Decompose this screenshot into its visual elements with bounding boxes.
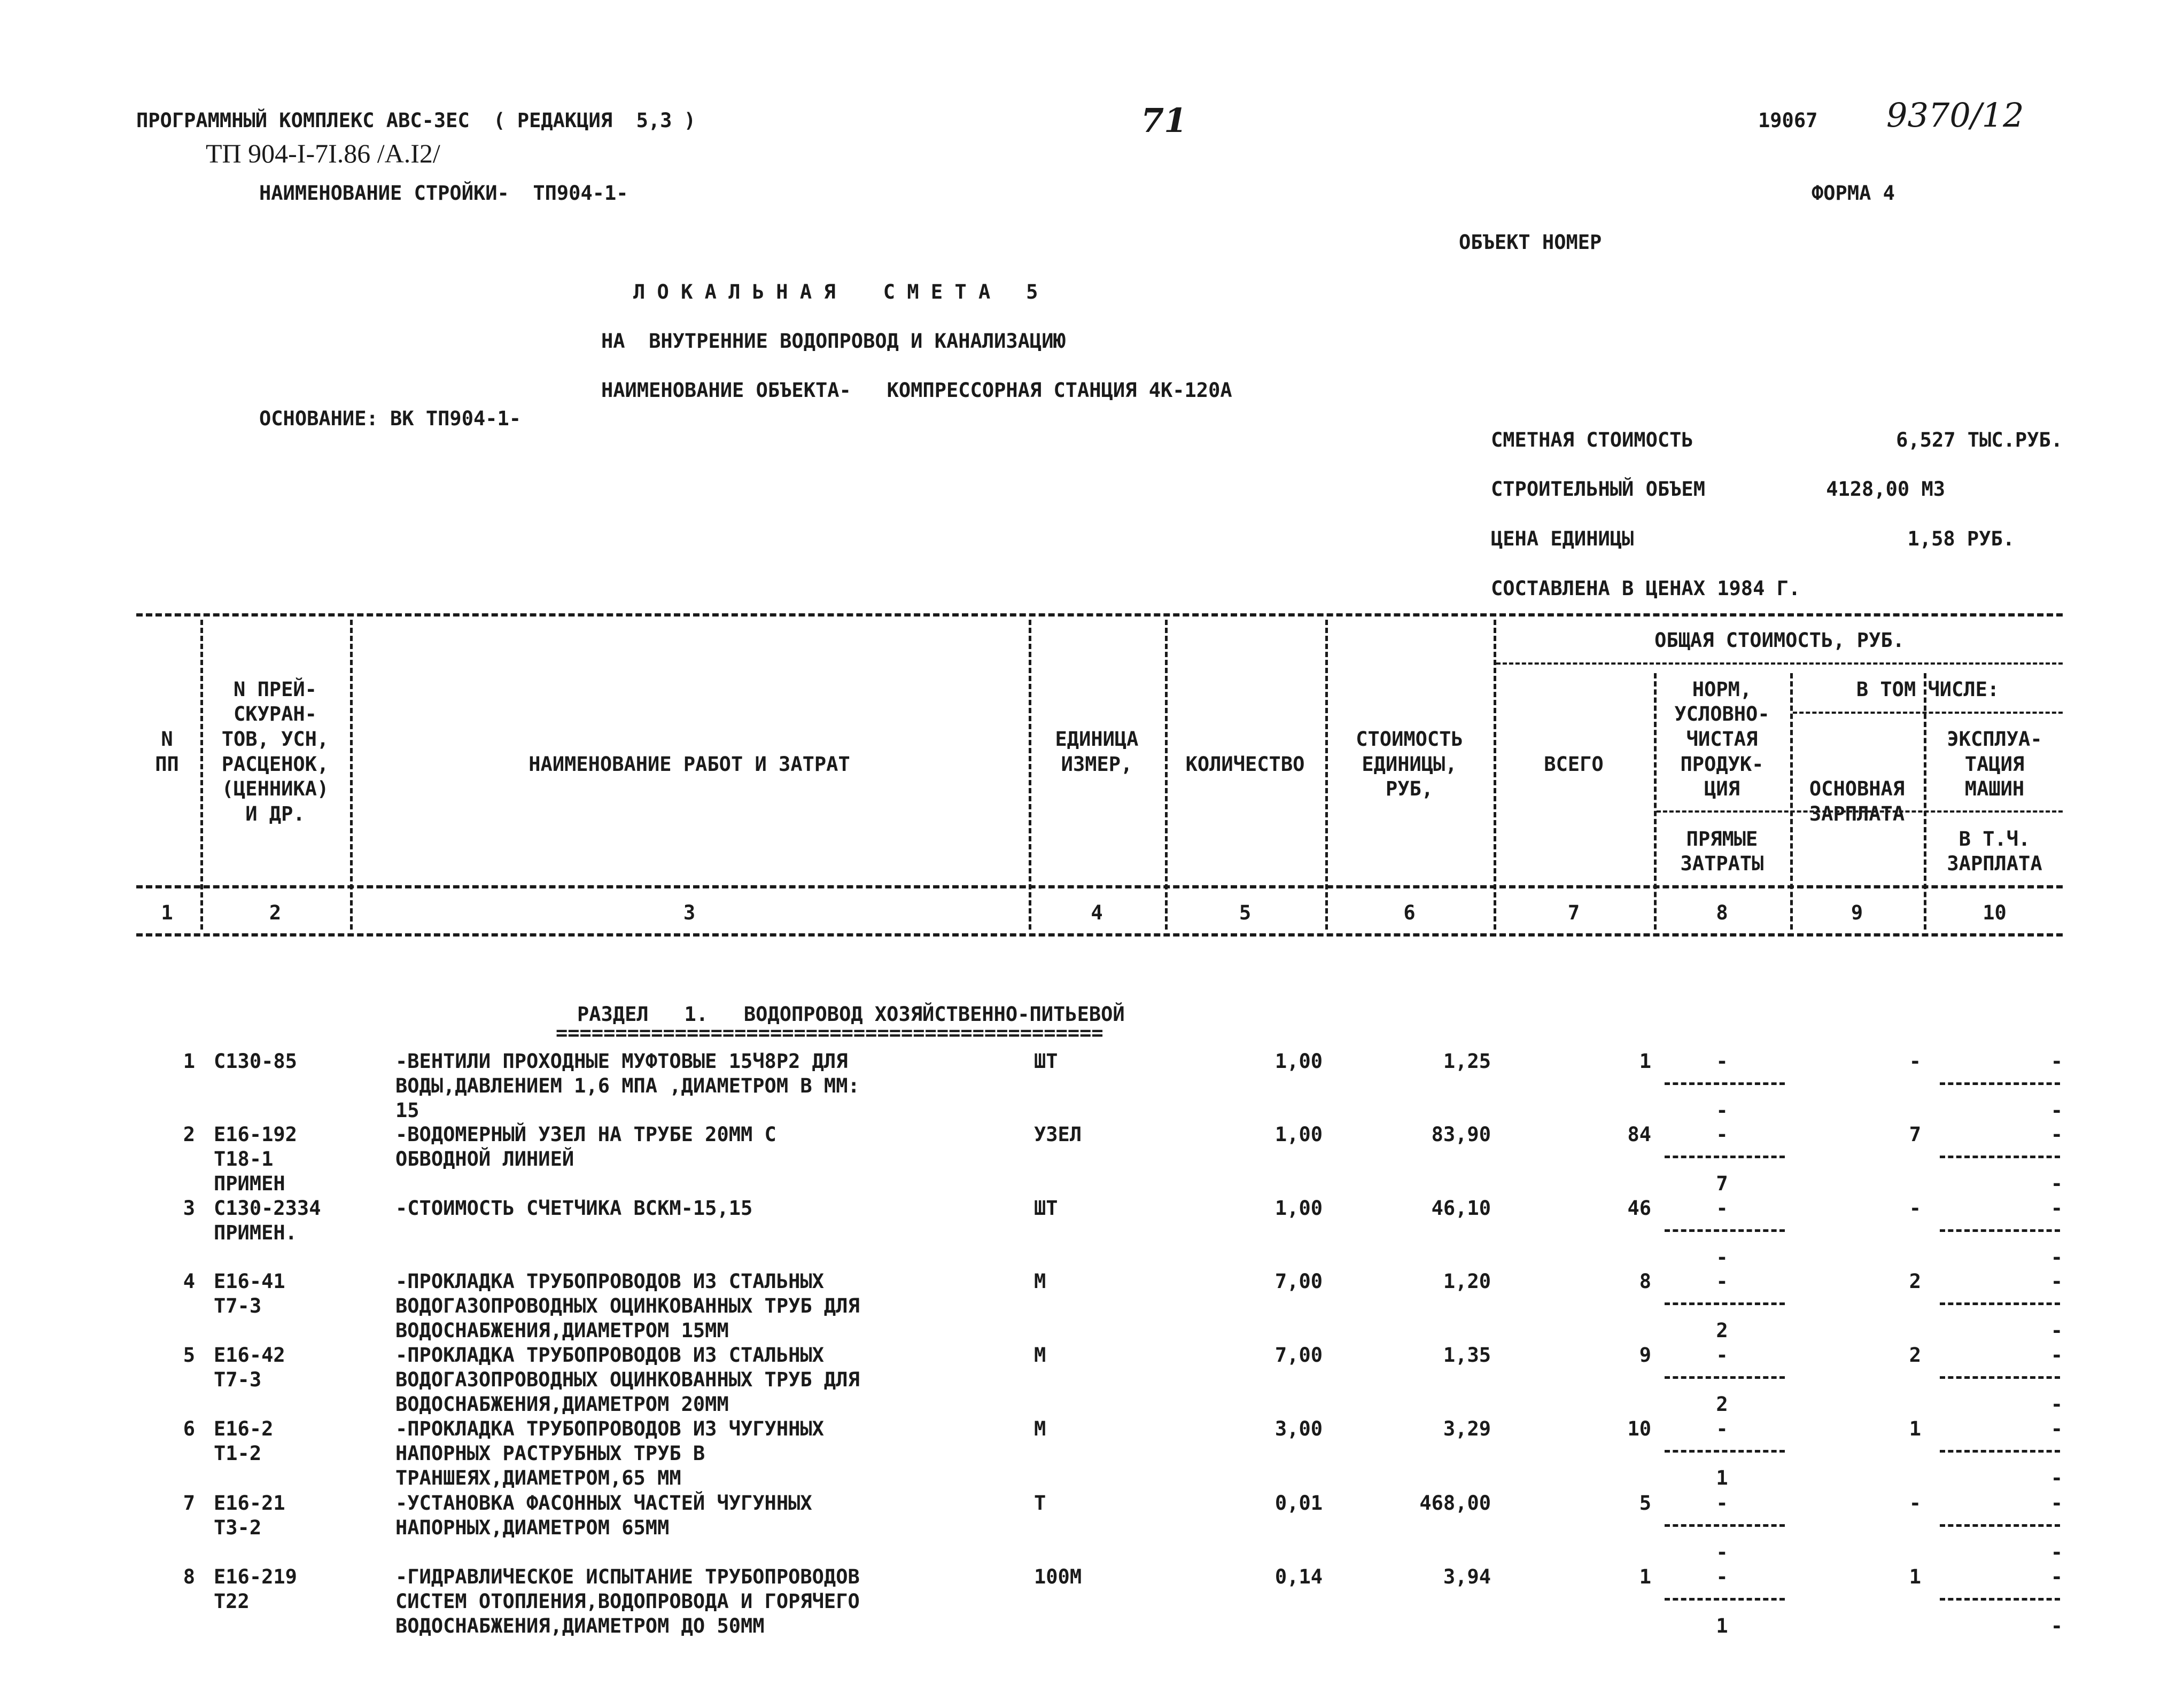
header-col3: НАИМЕНОВАНИЕ РАБОТ И ЗАТРАТ [528,753,850,776]
row-name: ВОДЫ,ДАВЛЕНИЕМ 1,6 МПА ,ДИАМЕТРОМ В ММ: [395,1074,860,1097]
header-col9: ОСНОВНАЯ [1809,777,1905,800]
summary-value: 1,58 РУБ. [1907,527,2015,550]
cell-separator [1940,1598,2060,1601]
row-number: 8 [183,1565,195,1588]
row-net-production: - [1716,1050,1728,1073]
row-quantity: 0,01 [1274,1492,1323,1515]
row-code: Т1-2 [214,1442,262,1465]
header-col2: СКУРАН- [234,703,317,725]
row-total: 46 [1627,1197,1651,1220]
header-col1: N [161,728,173,751]
row-net-production: - [1716,1123,1728,1146]
row-base-salary: 2 [1909,1344,1921,1367]
row-quantity: 1,00 [1274,1197,1323,1220]
row-code: С130-2334 [214,1197,321,1220]
row-name: -УСТАНОВКА ФАСОННЫХ ЧАСТЕЙ ЧУГУННЫХ [395,1492,812,1515]
row-quantity: 3,00 [1274,1417,1323,1440]
row-name: -ВЕНТИЛИ ПРОХОДНЫЕ МУФТОВЫЕ 15Ч8Р2 ДЛЯ [395,1050,848,1073]
row-total: 84 [1627,1123,1651,1146]
row-name: -ПРОКЛАДКА ТРУБОПРОВОДОВ ИЗ СТАЛЬНЫХ [395,1344,824,1367]
row-number: 3 [183,1197,195,1220]
column-number: 1 [161,901,173,924]
column-number: 7 [1567,901,1580,924]
cell-separator [1665,1450,1785,1453]
row-unit-price: 3,29 [1443,1417,1491,1440]
form-label: ФОРМА 4 [1812,182,1895,205]
row-code: Т7-3 [214,1294,262,1317]
column-separator [350,620,353,930]
column-number: 6 [1403,901,1416,924]
row-total: 1 [1639,1565,1651,1588]
header-col1: ПП [155,753,179,776]
row-quantity: 0,14 [1274,1565,1323,1588]
cell-separator [1940,1302,2060,1305]
row-code: Т22 [214,1590,250,1613]
row-unit-price: 1,35 [1443,1344,1491,1367]
page-number: 71 [1141,101,1187,140]
row-unit: 100М [1034,1565,1082,1588]
row-code: Т3-2 [214,1516,262,1539]
row-machine-operation: - [2050,1270,2063,1293]
column-number: 10 [1983,901,2007,924]
row-machine-salary: - [2050,1319,2063,1342]
column-number: 8 [1716,901,1728,924]
header-col4: ИЗМЕР, [1061,753,1133,776]
row-number: 2 [183,1123,195,1146]
header-col8: ЦИЯ [1704,777,1740,800]
row-code: С130-85 [214,1050,297,1073]
row-net-production: - [1716,1417,1728,1440]
row-code: ПРИМЕН [214,1172,285,1195]
header-col6: ЕДИНИЦЫ, [1362,753,1457,776]
row-machine-operation: - [2050,1565,2063,1588]
header-col8: УСЛОВНО- [1674,703,1770,725]
handwritten-number: 9370/12 [1886,96,2024,135]
row-total: 5 [1639,1492,1651,1515]
cell-separator [1665,1229,1785,1232]
row-code: Е16-42 [214,1344,285,1367]
row-machine-salary: - [2050,1466,2063,1489]
row-unit-price: 83,90 [1431,1123,1491,1146]
column-separator [1029,620,1031,930]
row-name: 15 [395,1099,419,1122]
row-code: Т18-1 [214,1148,274,1171]
header-col4: ЕДИНИЦА [1055,728,1139,751]
header-subrule [1793,712,2063,714]
row-name: ВОДОСНАБЖЕНИЯ,ДИАМЕТРОМ 20ММ [395,1393,729,1416]
row-unit: М [1034,1344,1046,1367]
row-code: ПРИМЕН. [214,1221,297,1244]
row-base-salary: 1 [1909,1417,1921,1440]
summary-label: СМЕТНАЯ СТОИМОСТЬ [1491,428,1693,451]
row-net-production: - [1716,1270,1728,1293]
row-unit: М [1034,1270,1046,1293]
column-number: 4 [1091,901,1103,924]
row-name: ВОДОСНАБЖЕНИЯ,ДИАМЕТРОМ ДО 50ММ [395,1614,765,1637]
row-unit-price: 3,94 [1443,1565,1491,1588]
doc-number: 19067 [1758,109,1818,132]
header-col2: РАСЦЕНОК, [221,753,329,776]
row-name: ВОДОСНАБЖЕНИЯ,ДИАМЕТРОМ 15ММ [395,1319,729,1342]
cell-separator [1665,1156,1785,1158]
column-number: 5 [1239,901,1252,924]
header-col6: РУБ, [1385,777,1434,800]
row-number: 1 [183,1050,195,1073]
row-unit: УЗЕЛ [1034,1123,1082,1146]
header-col2: ТОВ, УСН, [221,728,329,751]
row-code: Е16-41 [214,1270,285,1293]
row-total: 1 [1639,1050,1651,1073]
row-direct-costs: - [1716,1541,1728,1564]
row-net-production: - [1716,1492,1728,1515]
row-number: 7 [183,1492,195,1515]
cell-separator [1665,1376,1785,1379]
row-code: Е16-21 [214,1492,285,1515]
row-name: -ПРОКЛАДКА ТРУБОПРОВОДОВ ИЗ ЧУГУННЫХ [395,1417,824,1440]
table-top-rule [136,613,2063,617]
row-quantity: 7,00 [1274,1344,1323,1367]
header-total-group: ОБЩАЯ СТОИМОСТЬ, РУБ. [1654,629,1905,652]
row-machine-salary: - [2050,1246,2063,1269]
row-base-salary: 1 [1909,1565,1921,1588]
row-code: Т7-3 [214,1368,262,1391]
summary-label: СОСТАВЛЕНА В ЦЕНАХ 1984 Г. [1491,577,1801,600]
row-direct-costs: 7 [1716,1172,1728,1195]
construction-name: НАИМЕНОВАНИЕ СТРОЙКИ- ТП904-1- [259,182,628,205]
header-subrule [1496,662,2063,665]
row-number: 6 [183,1417,195,1440]
cell-separator [1665,1524,1785,1527]
summary-value: 4128,00 М3 [1826,478,1945,501]
row-base-salary: - [1909,1492,1921,1515]
header-col2: И ДР. [245,802,305,825]
cell-separator [1665,1082,1785,1085]
row-direct-costs: - [1716,1099,1728,1122]
row-machine-operation: - [2050,1344,2063,1367]
column-separator [1165,620,1168,930]
summary-value: 6,527 ТЫС.РУБ. [1896,428,2063,451]
header-col8: НОРМ, [1692,678,1752,701]
row-quantity: 7,00 [1274,1270,1323,1293]
cell-separator [1940,1450,2060,1453]
header-col10: В Т.Ч. [1958,828,2031,850]
cell-separator [1940,1524,2060,1527]
row-base-salary: 2 [1909,1270,1921,1293]
row-quantity: 1,00 [1274,1050,1323,1073]
header-including: В ТОМ ЧИСЛЕ: [1856,678,2000,701]
row-unit: ШТ [1034,1197,1058,1220]
row-machine-operation: - [2050,1123,2063,1146]
row-code: Е16-219 [214,1565,297,1588]
header-col2: (ЦЕННИКА) [221,777,329,800]
row-name: ВОДОГАЗОПРОВОДНЫХ ОЦИНКОВАННЫХ ТРУБ ДЛЯ [395,1294,860,1317]
cell-separator [1940,1229,2060,1232]
cell-separator [1940,1376,2060,1379]
row-total: 10 [1627,1417,1651,1440]
row-unit: М [1034,1417,1046,1440]
row-name: ВОДОГАЗОПРОВОДНЫХ ОЦИНКОВАННЫХ ТРУБ ДЛЯ [395,1368,860,1391]
row-machine-operation: - [2050,1492,2063,1515]
object-number-label: ОБЪЕКТ НОМЕР [1459,231,1602,254]
row-direct-costs: 1 [1716,1466,1728,1489]
row-unit-price: 1,20 [1443,1270,1491,1293]
row-code: Е16-192 [214,1123,297,1146]
row-name: -ВОДОМЕРНЫЙ УЗЕЛ НА ТРУБЕ 20ММ С [395,1123,776,1146]
table-header-rule [136,885,2063,888]
header-col10: ЭКСПЛУА- [1947,728,2042,751]
header-col2: N ПРЕЙ- [234,678,317,701]
section-title: РАЗДЕЛ 1. ВОДОПРОВОД ХОЗЯЙСТВЕННО-ПИТЬЕВОЙ [577,1003,1125,1026]
row-total: 9 [1639,1344,1651,1367]
row-machine-salary: - [2050,1172,2063,1195]
row-base-salary: 7 [1909,1123,1921,1146]
column-separator [200,620,203,930]
row-machine-operation: - [2050,1417,2063,1440]
header-col9: ЗАРПЛАТА [1809,802,1905,825]
row-net-production: - [1716,1197,1728,1220]
row-base-salary: - [1909,1197,1921,1220]
header-col5: КОЛИЧЕСТВО [1185,753,1305,776]
column-separator [1325,620,1328,930]
cell-separator [1665,1598,1785,1601]
column-separator [1494,620,1496,930]
row-machine-salary: - [2050,1099,2063,1122]
row-machine-salary: - [2050,1393,2063,1416]
cell-separator [1940,1082,2060,1085]
header-col8: ЗАТРАТЫ [1680,852,1764,875]
column-number: 9 [1851,901,1863,924]
row-base-salary: - [1909,1050,1921,1073]
typed-reference: ТП 904-I-7I.86 /A.I2/ [206,138,440,168]
row-unit: Т [1034,1492,1046,1515]
object-name: НАИМЕНОВАНИЕ ОБЪЕКТА- КОМПРЕССОРНАЯ СТАНЦИЯ 4К-120А [601,379,1232,402]
row-name: НАПОРНЫХ РАСТРУБНЫХ ТРУБ В [395,1442,705,1465]
row-unit: ШТ [1034,1050,1058,1073]
row-name: НАПОРНЫХ,ДИАМЕТРОМ 65ММ [395,1516,670,1539]
row-net-production: - [1716,1344,1728,1367]
header-col8: ПРОДУК- [1680,753,1764,776]
row-machine-operation: - [2050,1197,2063,1220]
row-number: 5 [183,1344,195,1367]
row-name: ОБВОДНОЙ ЛИНИЕЙ [395,1148,574,1171]
table-numbers-rule [136,933,2063,937]
row-code: Е16-2 [214,1417,274,1440]
row-name: СИСТЕМ ОТОПЛЕНИЯ,ВОДОПРОВОДА И ГОРЯЧЕГО [395,1590,860,1613]
row-direct-costs: 2 [1716,1319,1728,1342]
header-col10: МАШИН [1964,777,2025,800]
summary-label: ЦЕНА ЕДИНИЦЫ [1491,527,1634,550]
cell-separator [1940,1156,2060,1158]
header-col8: ЧИСТАЯ [1686,728,1758,751]
header-col7: ВСЕГО [1544,753,1604,776]
header-col10: ТАЦИЯ [1964,753,2025,776]
column-number: 2 [269,901,282,924]
row-name: ТРАНШЕЯХ,ДИАМЕТРОМ,65 ММ [395,1466,681,1489]
program-line: ПРОГРАММНЫЙ КОМПЛЕКС АВС-ЗЕС ( РЕДАКЦИЯ 5,3 ) [136,109,696,132]
document-title: Л О К А Л Ь Н А Я С М Е Т А 5 [633,280,1038,303]
row-total: 8 [1639,1270,1651,1293]
document-subtitle: НА ВНУТРЕННИЕ ВОДОПРОВОД И КАНАЛИЗАЦИЮ [601,330,1066,353]
row-name: -ГИДРАВЛИЧЕСКОЕ ИСПЫТАНИЕ ТРУБОПРОВОДОВ [395,1565,860,1588]
row-unit-price: 46,10 [1431,1197,1491,1220]
summary-label: СТРОИТЕЛЬНЫЙ ОБЪЕМ [1491,478,1705,501]
header-col6: СТОИМОСТЬ [1356,728,1463,751]
row-machine-salary: - [2050,1541,2063,1564]
row-quantity: 1,00 [1274,1123,1323,1146]
row-direct-costs: 1 [1716,1614,1728,1637]
cell-separator [1665,1302,1785,1305]
header-col8: ПРЯМЫЕ [1686,828,1758,850]
row-name: -СТОИМОСТЬ СЧЕТЧИКА ВСКМ-15,15 [395,1197,753,1220]
row-net-production: - [1716,1565,1728,1588]
header-col10: ЗАРПЛАТА [1947,852,2042,875]
row-direct-costs: - [1716,1246,1728,1269]
column-number: 3 [683,901,696,924]
row-machine-salary: - [2050,1614,2063,1637]
row-name: -ПРОКЛАДКА ТРУБОПРОВОДОВ ИЗ СТАЛЬНЫХ [395,1270,824,1293]
row-unit-price: 1,25 [1443,1050,1491,1073]
row-direct-costs: 2 [1716,1393,1728,1416]
row-machine-operation: - [2050,1050,2063,1073]
basis: ОСНОВАНИЕ: ВК ТП904-1- [259,407,522,430]
row-unit-price: 468,00 [1419,1492,1491,1515]
section-underline: ============================================== [556,1021,1103,1044]
row-number: 4 [183,1270,195,1293]
